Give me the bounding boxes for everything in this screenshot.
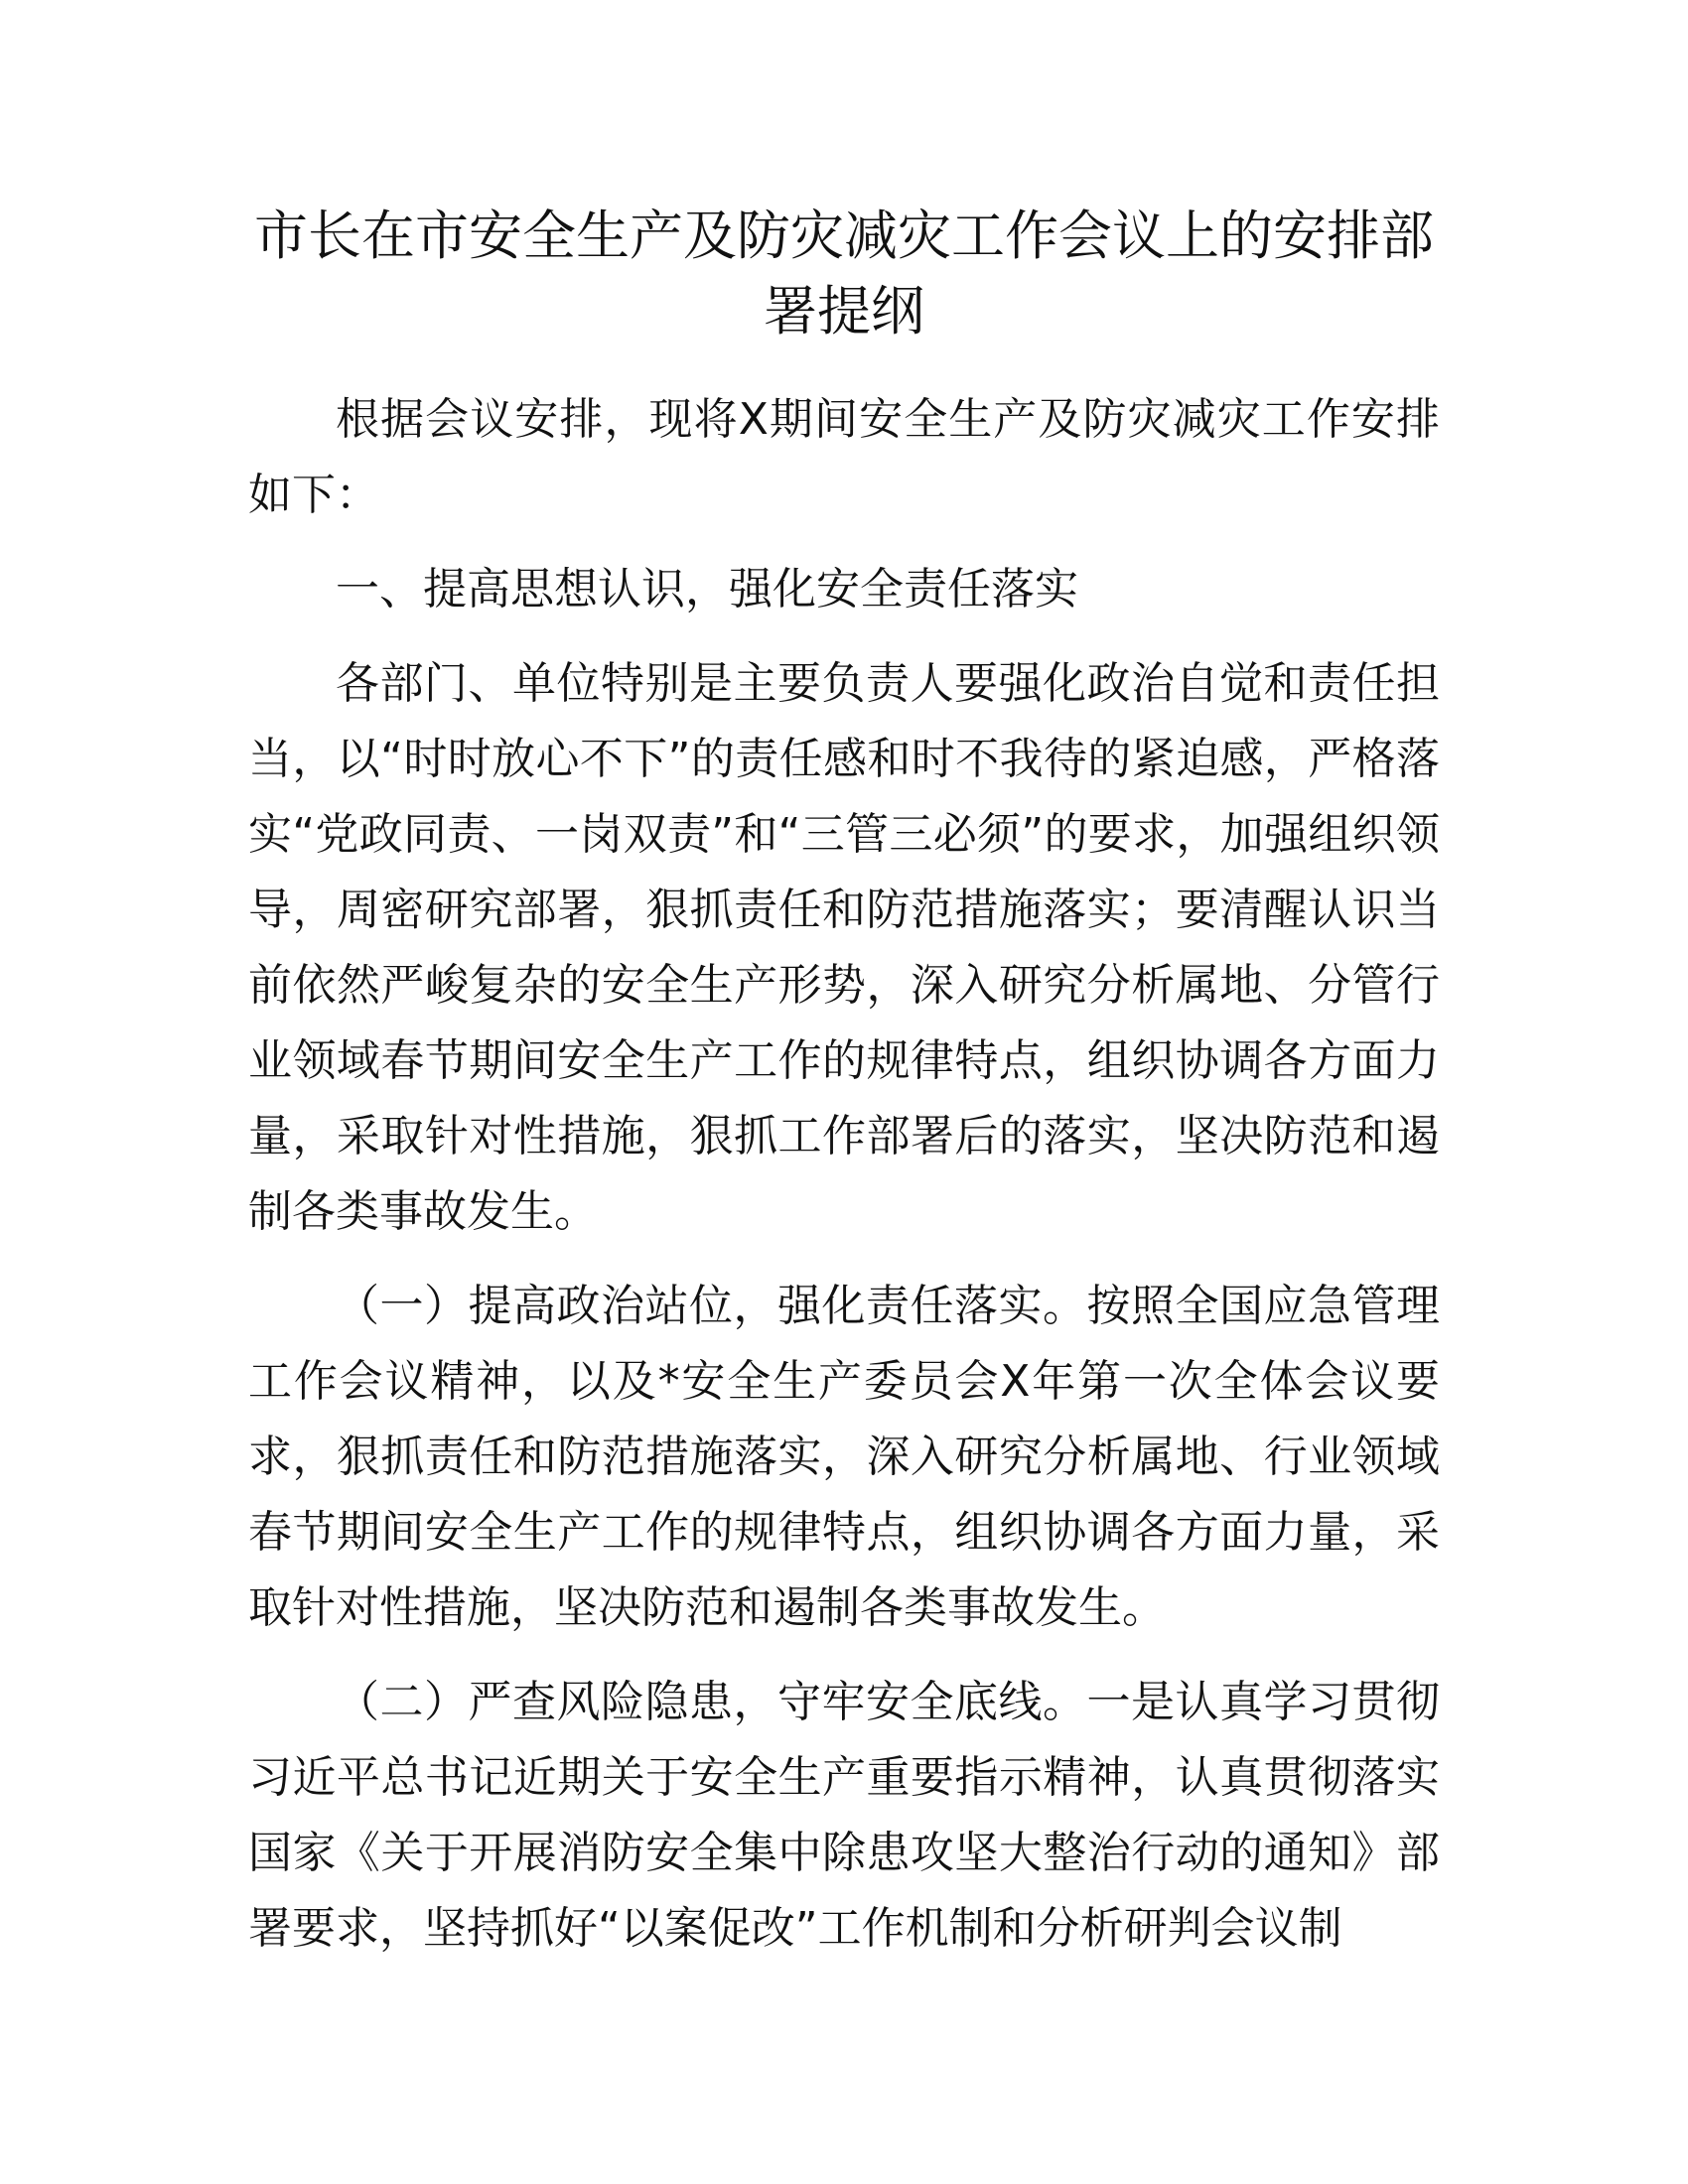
subsection-1-paragraph: （一）提高政治站位，强化责任落实。按照全国应急管理工作会议精神，以及*安全生产委员会X年第一次全体会议要求，狠抓责任和防范措施落实，深入研究分析属地、行业领域春节期间安全生产工作的规律特点，组织协调各方面力量，采取针对性措施，坚决防范和遏制各类事故发生。 (248, 1281, 1440, 1633)
subsection-2-paragraph: （二）严查风险隐患，守牢安全底线。一是认真学习贯彻习近平总书记近期关于安全生产重要指示精神，认真贯彻落实国家《关于开展消防安全集中除患攻坚大整治行动的通知》部署要求，坚持抓好“以案促改”工作机制和分析研判会议制 (248, 1677, 1440, 1954)
section-heading-1: 一、提高思想认识，强化安全责任落实 (336, 564, 1078, 614)
document-title: 市长在市安全生产及防灾减灾工作会议上的安排部署提纲 (254, 205, 1434, 342)
document-body (248, 382, 1440, 1967)
intro-paragraph: 根据会议安排，现将X期间安全生产及防灾减灾工作安排如下： (248, 394, 1440, 520)
section-1-paragraph: 各部门、单位特别是主要负责人要强化政治自觉和责任担当，以“时时放心不下”的责任感和时不我待的紧迫感，严格落实“党政同责、一岗双责”和“三管三必须”的要求，加强组织领导，周密研究部署，狠抓责任和防范措施落实；要清醒认识当前依然严峻复杂的安全生产形势，深入研究分析属地、分管行业领域春节期间安全生产工作的规律特点，组织协调各方面力量，采取针对性措施，狠抓工作部署后的落实，坚决防范和遏制各类事故发生。 (248, 658, 1440, 1237)
